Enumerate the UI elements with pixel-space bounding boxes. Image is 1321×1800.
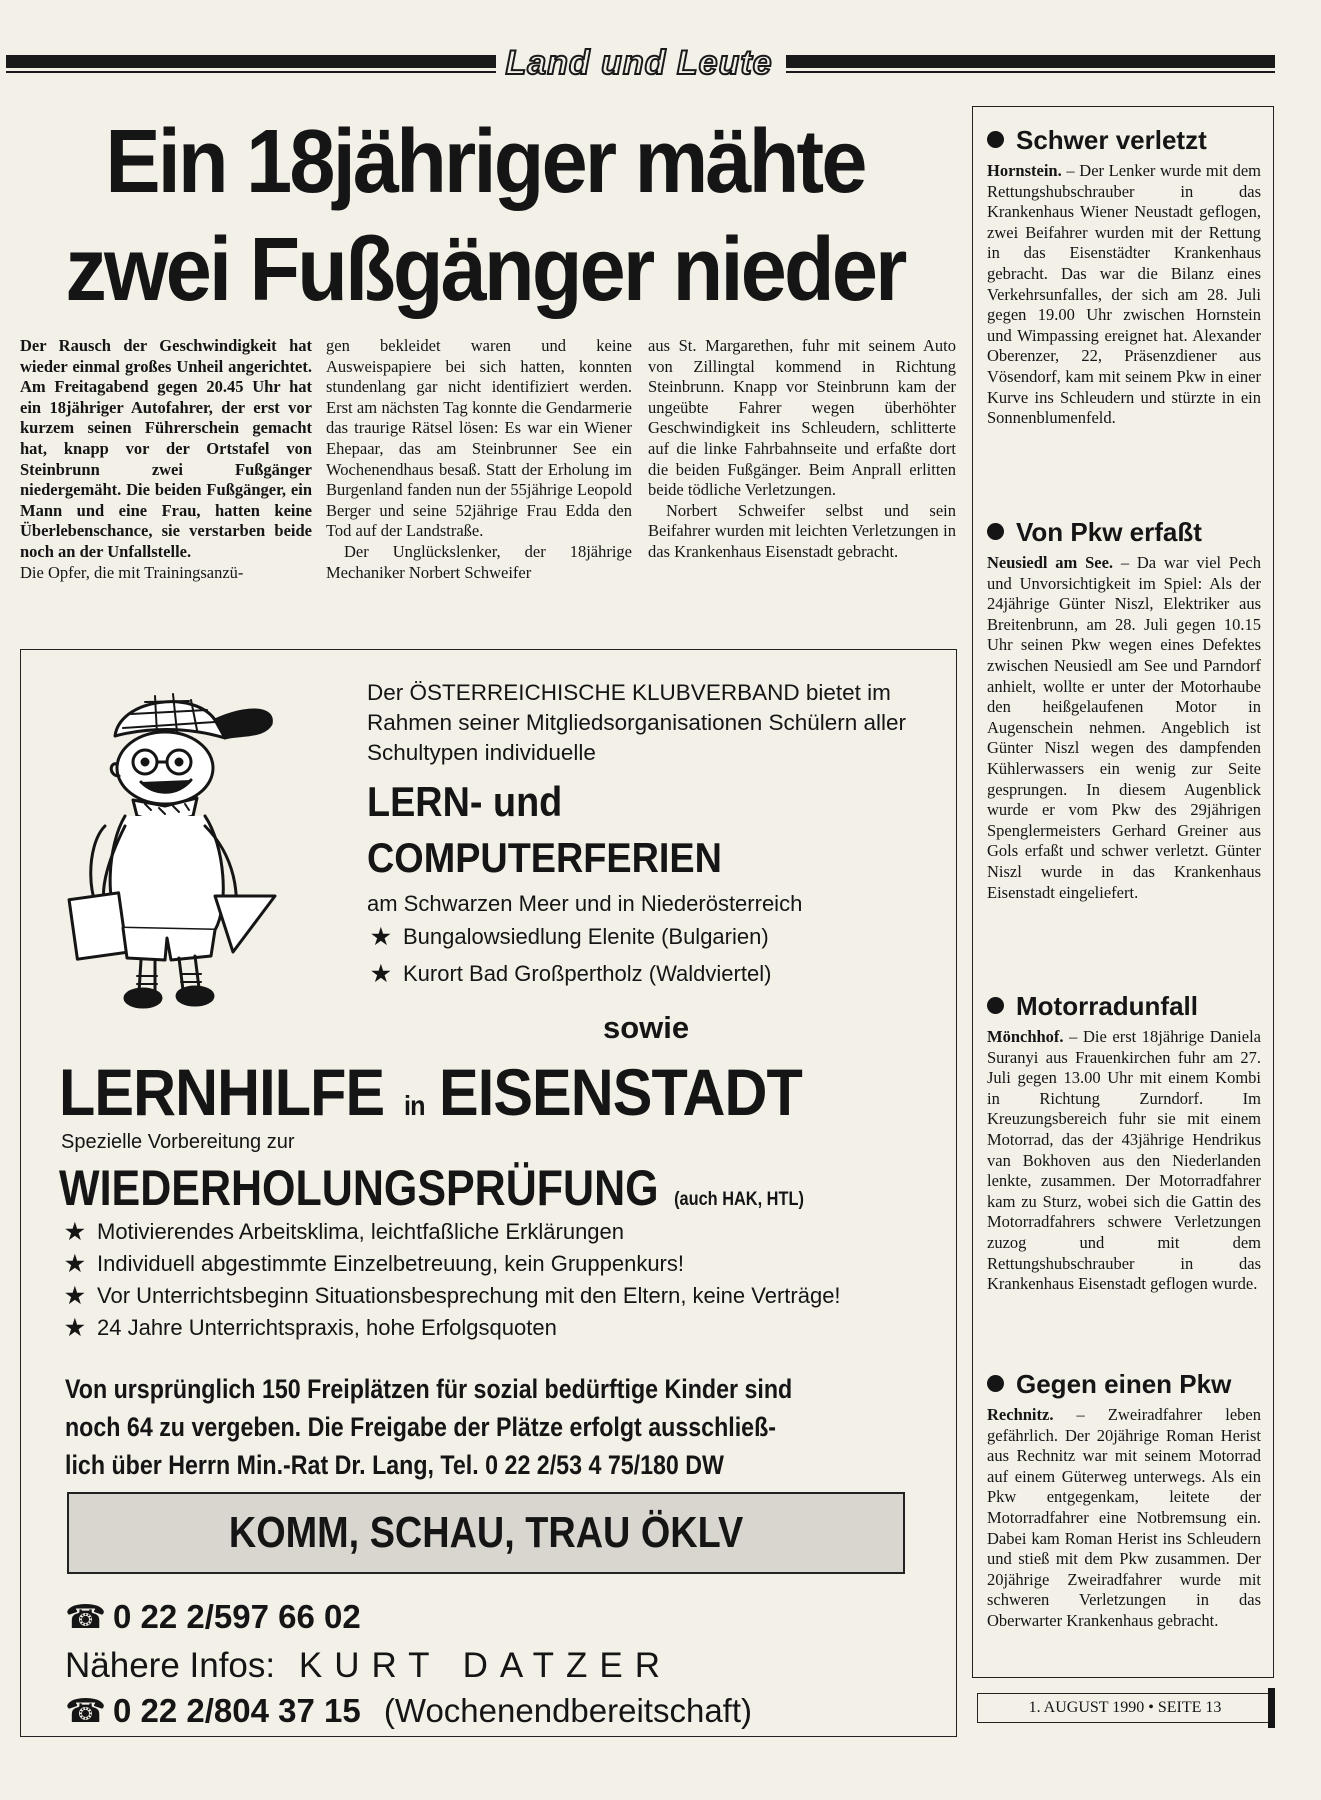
article-lead: Der Rausch der Geschwindigkeit hat wieder einmal großes Unheil angerichtet. Am Freitagabend gegen 20.45 Uhr hat ein 18jähriger Autofahrer, der erst vor kurzem seinen Führerschein gemacht hat, knapp vor der Ortstafel von Steinbrunn zwei Fußgänger niedergemäht. Die beiden Fußgänger, ein Mann und eine Frau, hatten keine Überlebenschance, sie verstarben beide noch an der Unfallstelle. [20, 336, 312, 561]
schoolboy-illustration [65, 676, 295, 1016]
header-rule-right [786, 55, 1275, 68]
news-item [987, 125, 1261, 429]
news-item [987, 991, 1261, 1295]
article-paragraph: Der Unglückslenker, der 18jährige Mechaniker Norbert Schweifer [326, 541, 632, 582]
telephone-icon: ☎ [65, 1598, 107, 1635]
ad-freeplaces-line: lich über Herrn Min.-Rat Dr. Lang, Tel. 0 22 2/53 4 75/180 DW [65, 1450, 724, 1480]
ad-contact-line [65, 1644, 672, 1688]
ad-phone-number: 0 22 2/597 66 02 [113, 1598, 361, 1635]
star-icon: ★ [371, 924, 391, 949]
ad-heading-lernhilfe: LERNHILFE in EISENSTADT [59, 1055, 802, 1129]
news-place: Rechnitz. [987, 1405, 1054, 1424]
ad-heading-lern: LERN- und [367, 778, 563, 825]
ad-feature-item: ★ Vor Unterrichtsbeginn Situationsbesprechung mit den Eltern, keine Verträge! [65, 1279, 841, 1313]
telephone-icon: ☎ [65, 1692, 107, 1729]
news-item [987, 1369, 1261, 1632]
ad-phone-note: (Wochenendbereitschaft) [383, 1692, 752, 1729]
ad-in: in [403, 1090, 425, 1121]
header-rule-right-thin [786, 71, 1275, 73]
star-icon: ★ [65, 1315, 85, 1340]
headline-line2: zwei Fußgänger nieder [65, 220, 905, 320]
news-item [987, 517, 1261, 903]
bullet-icon [987, 131, 1004, 148]
ad-freeplaces-line: Von ursprünglich 150 Freiplätzen für sozial bedürftige Kinder sind [65, 1374, 793, 1404]
ad-heading-wiederholung: WIEDERHOLUNGSPRÜFUNG (auch HAK, HTL) [59, 1160, 804, 1216]
bullet-icon [987, 997, 1004, 1014]
news-place: Mönchhof. [987, 1027, 1064, 1046]
star-icon: ★ [65, 1251, 85, 1276]
section-title: Land und Leute [505, 44, 773, 82]
ad-sub-vorbereitung: Spezielle Vorbereitung zur [61, 1131, 295, 1153]
ad-phone-number: 0 22 2/804 37 15 [113, 1692, 361, 1729]
news-sidebar [972, 106, 1274, 1678]
news-body: Mönchhof. – Die erst 18jährige Daniela Suranyi aus Frauenkirchen fuhr am 27. Juli gegen 13.00 Uhr mit einem Kombi in Richtung Zurndorf. Im Kreuzungsbereich fuhr sie mit einem Motorrad, das der 43jährige Hendrikus van Bokhoven aus den Niederlanden lenkte, zusammen. Der Motorradfahrer kam zu Sturz, wobei sich die Gattin des Motorradfahrers schwere Verletzungen zuzog und mit dem Rettungshubschrauber in das Krankenhaus Eisenstadt geflogen wurde. [987, 1027, 1261, 1294]
advertisement [20, 649, 957, 1737]
ad-contact-name: KURT DATZER [298, 1646, 672, 1685]
bullet-icon [987, 523, 1004, 540]
article-column-2 [326, 336, 632, 583]
ad-feature-item: ★ 24 Jahre Unterrichtspraxis, hohe Erfolgsquoten [65, 1311, 557, 1345]
article-paragraph: Norbert Schweifer selbst und sein Beifahrer wurden mit leichten Verletzungen in das Krankenhaus Eisenstadt gebracht. [648, 500, 956, 561]
footer-bar [1268, 1688, 1275, 1728]
ad-heading-computerferien: COMPUTERFERIEN [367, 834, 722, 881]
ad-hak-note: (auch HAK, HTL) [674, 1189, 804, 1210]
ad-slogan: KOMM, SCHAU, TRAU ÖKLV [228, 1508, 744, 1557]
ad-sowie: sowie [603, 1010, 690, 1045]
page-footer: 1. AUGUST 1990 • SEITE 13 [977, 1693, 1273, 1723]
article-paragraph: Die Opfer, die mit Trainingsanzü- [20, 562, 244, 582]
ad-infos-label: Nähere Infos: [65, 1646, 276, 1685]
star-icon: ★ [65, 1283, 85, 1308]
ad-freeplaces-line: noch 64 zu vergeben. Die Freigabe der Plätze erfolgt ausschließ- [65, 1412, 776, 1442]
ad-feature-item: ★ Individuell abgestimmte Einzelbetreuung, kein Gruppenkurs! [65, 1247, 684, 1281]
headline [57, 108, 913, 324]
article-column-3 [648, 336, 956, 563]
ad-feature-item: ★ Motivierendes Arbeitsklima, leichtfaßliche Erklärungen [65, 1215, 624, 1249]
ad-camp-item: ★ Bungalowsiedlung Elenite (Bulgarien) [371, 920, 769, 954]
headline-line1: Ein 18jähriger mähte [105, 112, 865, 212]
bullet-icon [987, 1375, 1004, 1392]
header-rule-left-thin [6, 71, 496, 73]
news-body: Neusiedl am See. – Da war viel Pech und Unvorsichtigkeit im Spiel: Als der 24jährige Günter Niszl, Elektriker aus Breitenbrunn, am 28. Juli gegen 10.15 Uhr seinen Pkw wegen eines Defektes zwischen Neusiedl am See und Parndorf anhielt, wollte er unter der Motorhaube den heißgelaufenen Motor in Augenschein nehmen. Angeblich ist Günter Niszl wegen des dampfenden Kühlerwassers ein wenig zur Seite gesprungen. In diesem Augenblick wurde er vom Pkw des 29jährigen Spenglermeisters Gerhard Greiner aus Gols erfaßt und schwer verletzt. Günter Niszl wurde in das Krankenhaus Eisenstadt eingeliefert. [987, 553, 1261, 902]
header-rule-left [6, 55, 496, 68]
news-place: Neusiedl am See. [987, 553, 1114, 572]
ad-location: am Schwarzen Meer und in Niederösterreich [367, 891, 803, 916]
ad-slogan-box [67, 1492, 905, 1574]
ad-intro-line: Schultypen individuelle [367, 740, 596, 765]
news-place: Hornstein. [987, 161, 1062, 180]
news-title: Schwer verletzt [987, 125, 1261, 155]
ad-camp-item: ★ Kurort Bad Großpertholz (Waldviertel) [371, 957, 771, 991]
news-body: Rechnitz. – Zweiradfahrer leben gefährlich. Der 20jährige Roman Herist aus Rechnitz war mit seinem Motorrad auf einem Güterweg unterwegs. Als ein Pkw entgegenkam, leitete der Motorradfahrer eine Notbremsung ein. Dabei kam Roman Herist ins Schleudern und stieß mit dem Pkw zusammen. Der 20jährige Zweiradfahrer wurde mit schweren Verletzungen in das Oberwarter Krankenhaus gebracht. [987, 1405, 1261, 1630]
article-paragraph: gen bekleidet waren und keine Ausweispapiere bei sich hatten, konnten stundenlang gar nicht identifiziert werden. Erst am nächsten Tag konnte die Gendarmerie das traurige Rätsel lösen: Es war ein Wiener Ehepaar, das am Steinbrunner See ein Wochenendhaus besaß. Statt der Erholung im Burgenland fanden nun der 55jährige Leopold Berger und seine 52jährige Frau Edda den Tod auf der Landstraße. [326, 336, 632, 541]
article-column-1 [20, 336, 312, 583]
star-icon: ★ [65, 1219, 85, 1244]
news-title: Motorradunfall [987, 991, 1261, 1021]
news-title: Gegen einen Pkw [987, 1369, 1261, 1399]
star-icon: ★ [371, 961, 391, 986]
article-paragraph: aus St. Margarethen, fuhr mit seinem Auto von Zillingtal kommend in Richtung Steinbrunn. Knapp vor Steinbrunn kam der ungeübte Fahrer wegen überhöhter Geschwindigkeit ins Schleudern, schlitterte auf die linke Fahrbahnseite und erfaßte dort die beiden Fußgänger. Beim Anprall erlitten beide tödliche Verletzungen. [648, 336, 956, 500]
ad-intro-line: Der ÖSTERREICHISCHE KLUBVERBAND bietet im [367, 680, 891, 705]
ad-phone-line [65, 1596, 361, 1638]
news-title: Von Pkw erfaßt [987, 517, 1261, 547]
ad-phone-line [65, 1690, 752, 1732]
ad-intro-line: Rahmen seiner Mitgliedsorganisationen Schülern aller [367, 710, 907, 735]
news-body: Hornstein. – Der Lenker wurde mit dem Rettungshubschrauber in das Krankenhaus Wiener Neustadt geflogen, zwei Beifahrer wurden mit der Rettung in das Eisenstädter Krankenhaus gebracht. Das war die Bilanz eines Verkehrsunfalles, der sich am 28. Juli gegen 19.00 Uhr zwischen Hornstein und Wimpassing ereignet hat. Alexander Oberenzer, 22, Präsenzdiener aus Vösendorf, kam mit seinem Pkw in einer Kurve ins Schleudern und stürzte in ein Sonnenblumenfeld. [987, 161, 1261, 428]
